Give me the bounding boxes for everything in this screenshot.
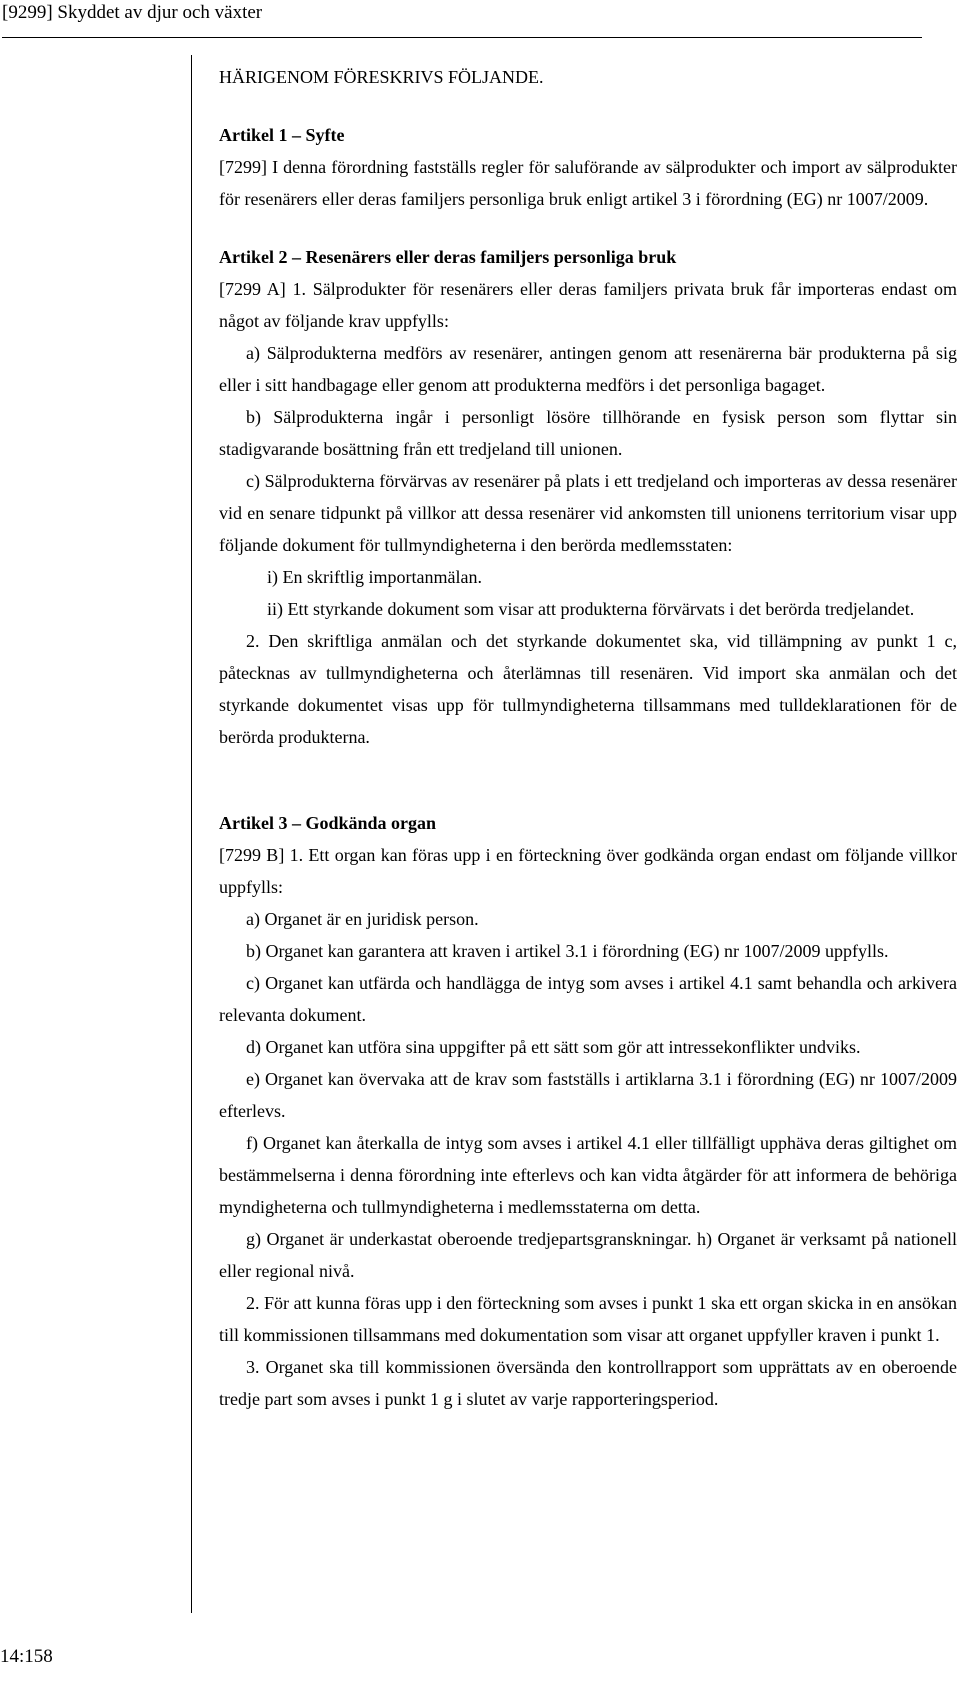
- article3-paragraph-1: [7299 B] 1. Ett organ kan föras upp i en förteckning över godkända organ endast om följande villkor uppfylls:: [219, 845, 957, 897]
- article1-heading: Artikel 1 – Syfte: [219, 125, 345, 145]
- margin-rule: [191, 55, 192, 1613]
- article3-item-g-h: g) Organet är underkastat oberoende tredjepartsgranskningar. h) Organet är verksamt på nationell eller regional nivå.: [219, 1229, 957, 1281]
- article3-item-c: c) Organet kan utfärda och handlägga de intyg som avses i artikel 4.1 samt behandla och arkivera relevanta dokument.: [219, 973, 957, 1025]
- article3-heading: Artikel 3 – Godkända organ: [219, 813, 437, 833]
- article1-text: [7299] I denna förordning fastställs regler för saluförande av sälprodukter och import av sälprodukter för resenärers eller deras familjers personliga bruk enligt artikel 3 i förordning (EG) nr 1007/2009.: [219, 157, 957, 209]
- article3-paragraph-3: 3. Organet ska till kommissionen översända den kontrollrapport som upprättats av en oberoende tredje part som avses i punkt 1 g i slutet av varje rapporteringsperiod.: [219, 1357, 957, 1409]
- article3-paragraph-2: 2. För att kunna föras upp i den förteckning som avses i punkt 1 ska ett organ skicka in en ansökan till kommissionen tillsammans med dokumentation som visar att organet uppfyller kraven i punkt 1.: [219, 1293, 957, 1345]
- article2-item-c: c) Sälprodukterna förvärvas av resenärer på plats i ett tredjeland och importeras av dessa resenärer vid en senare tidpunkt på villkor att dessa resenärer vid ankomsten till unionens territorium visar upp följande dokument för tullmyndigheterna i den berörda medlemsstaten:: [219, 471, 957, 555]
- article2-paragraph-2: 2. Den skriftliga anmälan och det styrkande dokumentet ska, vid tillämpning av punkt 1 c, påtecknas av tullmyndigheterna och återlämnas till resenären. Vid import ska anmälan och det styrkande dokumentet visas upp för tullmyndigheterna tillsammans med tulldeklarationen för de berörda produkterna.: [219, 631, 957, 747]
- article3-item-b: b) Organet kan garantera att kraven i artikel 3.1 i förordning (EG) nr 1007/2009 uppfylls.: [246, 941, 889, 961]
- article2-item-c-ii: ii) Ett styrkande dokument som visar att produkterna förvärvats i det berörda tredjelandet.: [267, 599, 915, 619]
- article2-item-a: a) Sälprodukterna medförs av resenärer, antingen genom att resenärerna bär produkterna på sig eller i sitt handbagage eller genom att produkterna medförs i det personliga bagaget.: [219, 343, 957, 395]
- document-body: [219, 61, 957, 1415]
- article2-item-c-i: i) En skriftlig importanmälan.: [267, 567, 482, 587]
- article3-item-a: a) Organet är en juridisk person.: [246, 909, 479, 929]
- article2-paragraph-1: [7299 A] 1. Sälprodukter för resenärers eller deras familjers privata bruk får importeras endast om något av följande krav uppfylls:: [219, 279, 957, 331]
- article3-item-f: f) Organet kan återkalla de intyg som avses i artikel 4.1 eller tillfälligt upphäva deras giltighet om bestämmelserna i denna förordning inte efterlevs och kan vidta åtgärder för att informera de behöriga myndigheterna och tullmyndigheterna i medlemsstaterna om detta.: [219, 1133, 957, 1217]
- article3-item-e: e) Organet kan övervaka att de krav som fastställs i artiklarna 3.1 i förordning (EG) nr 1007/2009 efterlevs.: [219, 1069, 957, 1121]
- header-title: [9299] Skyddet av djur och växter: [2, 2, 263, 23]
- intro-text: HÄRIGENOM FÖRESKRIVS FÖLJANDE.: [219, 67, 544, 87]
- page-number: 14:158: [0, 1646, 53, 1667]
- page-header: [2, 0, 922, 38]
- article2-item-b: b) Sälprodukterna ingår i personligt lösöre tillhörande en fysisk person som flyttar sin stadigvarande bosättning från ett tredjeland till unionen.: [219, 407, 957, 459]
- article3-item-d: d) Organet kan utföra sina uppgifter på ett sätt som gör att intressekonflikter undviks.: [246, 1037, 861, 1057]
- article2-heading: Artikel 2 – Resenärers eller deras familjers personliga bruk: [219, 247, 677, 267]
